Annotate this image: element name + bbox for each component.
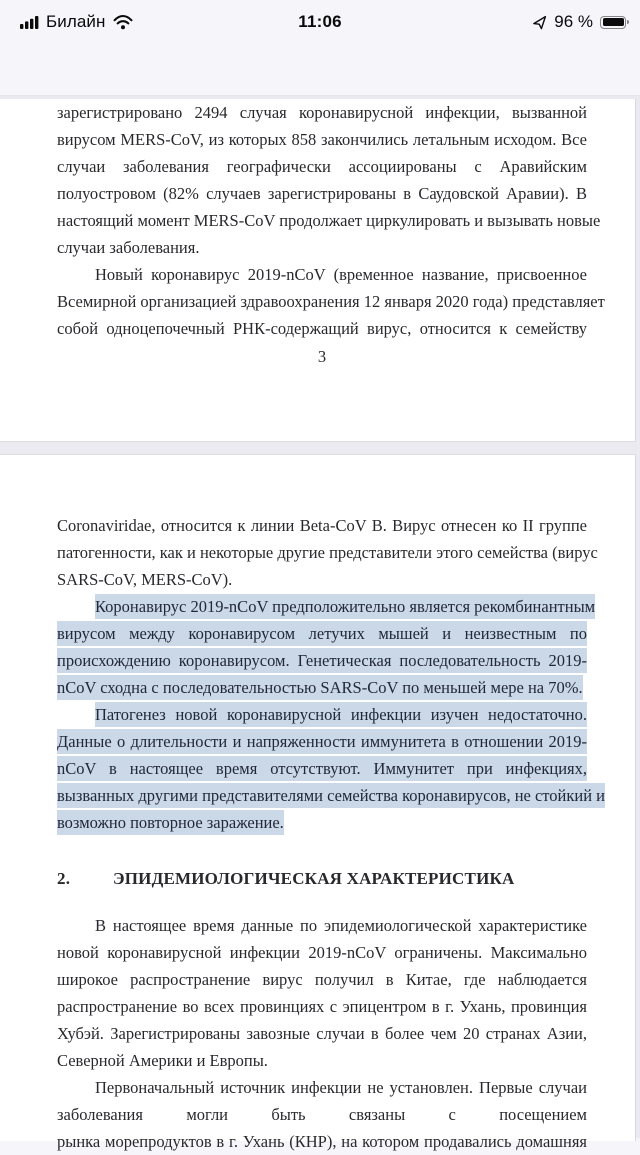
text-line: случаи заболевания географически ассоциированы с Аравийским xyxy=(57,157,587,176)
text-line: Новый коронавирус 2019-nCoV (временное название, присвоенное xyxy=(95,265,587,284)
highlighted-text: nCoV сходна с последовательностью SARS-CoV по меньшей мере на 70%. xyxy=(57,675,583,700)
text-line: широкое распространение вирус получил в Китае, где наблюдается xyxy=(57,970,587,989)
text-line: SARS-CoV, MERS-CoV). xyxy=(57,570,233,589)
text-line: В настоящее время данные по эпидемиологической характеристике xyxy=(95,916,587,935)
text-line: распространение во всех провинциях с эпицентром в г. Ухань, провинция xyxy=(57,997,587,1016)
text-line xyxy=(57,809,587,836)
carrier-label: Билайн xyxy=(46,12,106,31)
wifi-icon xyxy=(113,15,133,30)
text-line: собой одноцепочечный РНК-содержащий вирус, относится к семейству xyxy=(57,319,587,338)
text-line: зарегистрировано 2494 случая коронавирусной инфекции, вызванной xyxy=(57,103,587,122)
text-line: случаи заболевания. xyxy=(57,238,200,257)
text-line xyxy=(57,647,587,674)
toolbar xyxy=(0,40,640,96)
text-line: Всемирной организацией здравоохранения 12 января 2020 года) представляет xyxy=(57,292,605,311)
text-line: вирусом MERS-CoV, из которых 858 закончились летальным исходом. Все xyxy=(57,130,587,149)
highlighted-text: вирусом между коронавирусом летучих мышей и неизвестным по xyxy=(57,621,587,646)
text-line: полуостровом (82% случаев зарегистрированы в Саудовской Аравии). В xyxy=(57,184,587,203)
highlighted-text: Патогенез новой коронавирусной инфекции изучен недостаточно. xyxy=(95,702,587,727)
highlighted-text: Данные о длительности и напряженности иммунитета в отношении 2019- xyxy=(57,729,587,754)
text-line xyxy=(57,674,587,701)
text-line: рынка морепродуктов в г. Ухань (КНР), на котором продавались домашняя xyxy=(57,1132,587,1151)
page-gap xyxy=(0,442,640,454)
document-page-1 xyxy=(0,99,636,442)
highlighted-text: возможно повторное заражение. xyxy=(57,810,284,835)
text-line xyxy=(57,620,587,647)
text-line xyxy=(57,755,587,782)
text-line xyxy=(57,782,606,809)
document-page-2 xyxy=(0,454,636,1151)
section-heading xyxy=(57,865,587,892)
text-line: новой коронавирусной инфекции 2019-nCoV ограничены. Максимально xyxy=(57,943,587,962)
text-line: Северной Америки и Европы. xyxy=(57,1051,268,1070)
time-label: 11:06 xyxy=(298,12,342,31)
highlighted-text: nCoV в настоящее время отсутствуют. Иммунитет при инфекциях, xyxy=(57,756,587,781)
highlighted-text: вызванных другими представителями семейства коронавирусов, не стойкий и xyxy=(57,783,605,808)
cellular-signal-icon xyxy=(20,16,39,29)
page-1-text xyxy=(57,99,605,342)
text-line: Хубэй. Зарегистрированы завозные случаи в более чем 20 странах Азии, xyxy=(57,1024,587,1043)
location-arrow-icon xyxy=(532,15,547,30)
text-line xyxy=(57,701,587,728)
text-line xyxy=(57,728,587,755)
text-line: настоящий момент MERS-CoV продолжает циркулировать и вызывать новые xyxy=(57,211,601,230)
text-line: Coronaviridae, относится к линии Beta-CoV B. Вирус отнесен ко II группе xyxy=(57,516,587,535)
document-viewport[interactable] xyxy=(0,96,640,1151)
status-bar-left xyxy=(20,12,133,32)
text-line xyxy=(57,593,596,620)
page-2-text xyxy=(57,512,606,1155)
text-line: заболевания могли быть связаны с посещением xyxy=(57,1105,587,1124)
highlighted-text: происхождению коронавирусом. Генетическая последовательность 2019- xyxy=(57,648,587,673)
status-bar xyxy=(0,0,640,40)
section-title: ЭПИДЕМИОЛОГИЧЕСКАЯ ХАРАКТЕРИСТИКА xyxy=(113,869,515,888)
page-number: 3 xyxy=(317,347,327,366)
text-line: Первоначальный источник инфекции не установлен. Первые случаи xyxy=(95,1078,587,1097)
highlighted-text: Коронавирус 2019-nCoV предположительно является рекомбинантным xyxy=(95,594,595,619)
status-bar-right xyxy=(532,12,626,32)
battery-icon xyxy=(600,16,626,29)
section-number: 2. xyxy=(57,869,71,888)
text-line: патогенности, как и некоторые другие представители этого семейства (вирус xyxy=(57,543,598,562)
battery-percent-label: 96 % xyxy=(554,12,593,31)
